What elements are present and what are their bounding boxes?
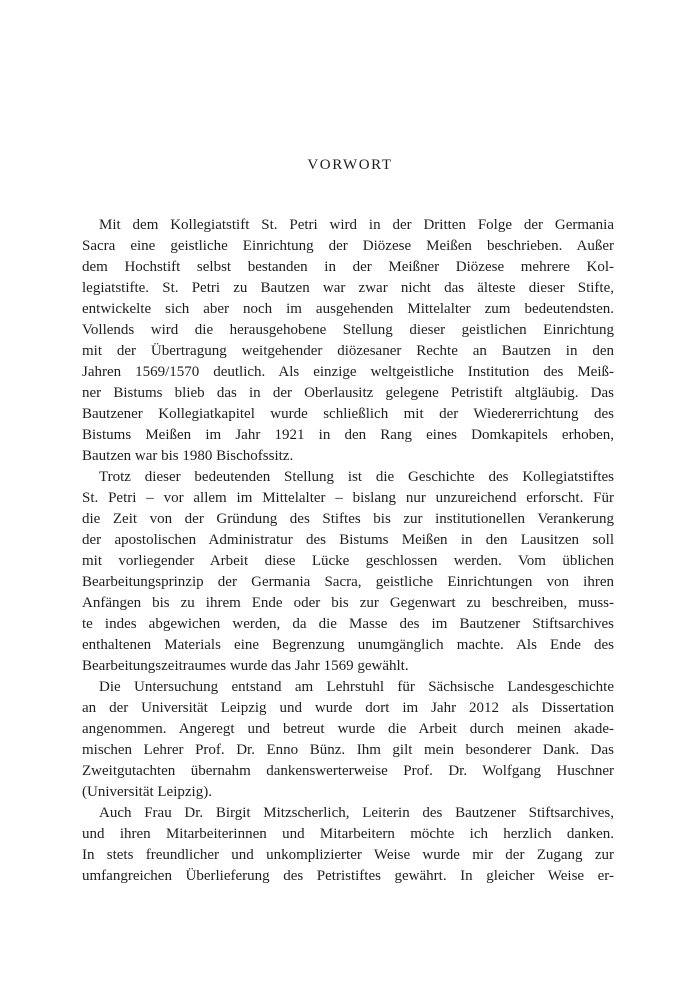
text-line: und ihren Mitarbeiterinnen und Mitarbeitern möchte ich herzlich danken. [82, 826, 614, 842]
text-line: Sacra eine geistliche Einrichtung der Diözese Meißen beschrieben. Außer [82, 238, 614, 254]
text-line: (Universität Leipzig). [82, 784, 212, 800]
text-line: mit der Übertragung weitgehender diözesaner Rechte an Bautzen in den [82, 343, 614, 359]
text-line: te indes abgewichen werden, da die Masse des im Bautzener Stiftsarchives [82, 616, 614, 632]
text-line: angenommen. Angeregt und betreut wurde die Arbeit durch meinen akade- [82, 721, 614, 737]
text-line: Bautzen war bis 1980 Bischofssitz. [82, 448, 294, 464]
preface-body [82, 215, 614, 887]
text-line: Trotz dieser bedeutenden Stellung ist die Geschichte des Kollegiatstiftes [99, 469, 614, 485]
text-line: Bearbeitungsprinzip der Germania Sacra, geistliche Einrichtungen von ihren [82, 574, 614, 590]
text-line: enthaltenen Materials eine Begrenzung unumgänglich machte. Als Ende des [82, 637, 614, 653]
text-line: Bistums Meißen im Jahr 1921 in den Rang eines Domkapitels erhoben, [82, 427, 614, 443]
text-line: In stets freundlicher und unkomplizierter Weise wurde mir der Zugang zur [82, 847, 614, 863]
text-line: legiatstifte. St. Petri zu Bautzen war zwar nicht das älteste dieser Stifte, [82, 280, 614, 296]
text-line: Vollends wird die herausgehobene Stellung dieser geistlichen Einrichtung [82, 322, 614, 338]
text-line: Mit dem Kollegiatstift St. Petri wird in der Dritten Folge der Germania [99, 217, 614, 233]
text-line: mit vorliegender Arbeit diese Lücke geschlossen werden. Vom üblichen [82, 553, 614, 569]
text-line: Bearbeitungszeitraumes wurde das Jahr 1569 gewählt. [82, 658, 409, 674]
text-line: Bautzener Kollegiatkapitel wurde schließlich mit der Wiedererrichtung des [82, 406, 614, 422]
text-line: ner Bistums blieb das in der Oberlausitz gelegene Petristift altgläubig. Das [82, 385, 614, 401]
text-line: die Zeit von der Gründung des Stiftes bis zur institutionellen Verankerung [82, 511, 614, 527]
text-line: an der Universität Leipzig und wurde dort im Jahr 2012 als Dissertation [82, 700, 614, 716]
text-line: St. Petri – vor allem im Mittelalter – bislang nur unzureichend erforscht. Für [82, 490, 614, 506]
text-line: der apostolischen Administratur des Bistums Meißen in den Lausitzen soll [82, 532, 614, 548]
text-line: mischen Lehrer Prof. Dr. Enno Bünz. Ihm gilt mein besonderer Dank. Das [82, 742, 614, 758]
text-line: entwickelte sich aber noch im ausgehenden Mittelalter zum bedeutendsten. [82, 301, 614, 317]
text-line: Zweitgutachten übernahm dankenswerterweise Prof. Dr. Wolfgang Huschner [82, 763, 614, 779]
text-line: Auch Frau Dr. Birgit Mitzscherlich, Leiterin des Bautzener Stiftsarchives, [99, 805, 614, 821]
text-line: Anfängen bis zu ihrem Ende oder bis zur Gegenwart zu beschreiben, muss- [82, 595, 614, 611]
text-line: Die Untersuchung entstand am Lehrstuhl für Sächsische Landesgeschichte [99, 679, 614, 695]
text-line: umfangreichen Überlieferung des Petristiftes gewährt. In gleicher Weise er- [82, 868, 614, 884]
text-line: Jahren 1569/1570 deutlich. Als einzige weltgeistliche Institution des Meiß- [82, 364, 614, 380]
page-title: VORWORT [307, 157, 393, 173]
text-line: dem Hochstift selbst bestanden in der Meißner Diözese mehrere Kol- [82, 259, 614, 275]
